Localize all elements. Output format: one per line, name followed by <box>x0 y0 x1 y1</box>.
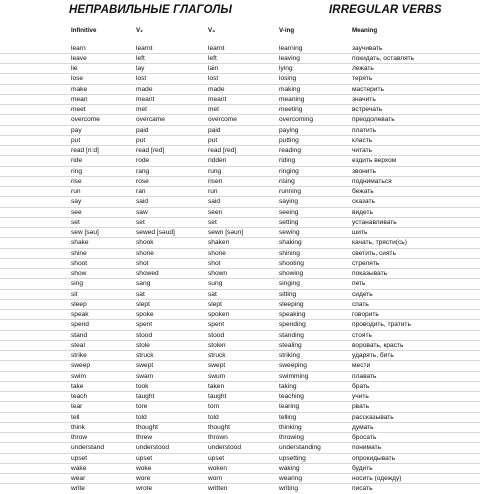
cell-v-ing: leaving <box>279 54 300 64</box>
cell-meaning: рассказывать <box>352 413 394 423</box>
cell-v-ing: wearing <box>279 474 302 484</box>
cell-v-ing: waking <box>279 464 300 474</box>
cell-v3: lost <box>208 74 218 84</box>
cell-meaning: спать <box>352 300 369 310</box>
cell-meaning: светить, сиять <box>352 249 396 259</box>
cell-v-ing: teaching <box>279 392 304 402</box>
table-row <box>0 208 480 218</box>
table-row <box>0 105 480 115</box>
cell-meaning: сидеть <box>352 290 373 300</box>
cell-v3: taken <box>208 382 224 392</box>
cell-meaning: значить <box>352 95 376 105</box>
cell-v3: set <box>208 218 217 228</box>
cell-v2: spoke <box>136 310 154 320</box>
cell-meaning: лежать <box>352 64 374 74</box>
table-row <box>0 372 480 382</box>
cell-infinitive: show <box>71 269 86 279</box>
cell-v3: understood <box>208 443 241 453</box>
table-row <box>0 197 480 207</box>
cell-v3: meant <box>208 95 226 105</box>
cell-infinitive: make <box>71 85 87 95</box>
cell-v3: put <box>208 136 217 146</box>
header-meaning: Meaning <box>352 27 377 34</box>
cell-meaning: ударять, бить <box>352 351 394 361</box>
header-infinitive: Infinitive <box>71 27 96 34</box>
table-row <box>0 187 480 197</box>
cell-v-ing: showing <box>279 269 303 279</box>
cell-v3: seen <box>208 208 222 218</box>
table-row <box>0 382 480 392</box>
table-row <box>0 136 480 146</box>
cell-v3: made <box>208 85 225 95</box>
cell-meaning: встречать <box>352 105 382 115</box>
cell-v-ing: tearing <box>279 402 299 412</box>
cell-v3: left <box>208 54 217 64</box>
cell-meaning: мести <box>352 361 370 371</box>
cell-infinitive: tell <box>71 413 79 423</box>
cell-infinitive: set <box>71 218 80 228</box>
cell-v2: left <box>136 54 145 64</box>
cell-meaning: преодолевать <box>352 115 395 125</box>
cell-v3: torn <box>208 402 219 412</box>
cell-v-ing: saying <box>279 197 298 207</box>
cell-meaning: класть <box>352 136 372 146</box>
cell-meaning: учить <box>352 392 369 402</box>
cell-v3: run <box>208 187 218 197</box>
cell-v2: read [red] <box>136 146 164 156</box>
cell-v2: taught <box>136 392 154 402</box>
cell-infinitive: read [ri:d] <box>71 146 99 156</box>
cell-v-ing: writing <box>279 484 298 494</box>
cell-meaning: бежать <box>352 187 374 197</box>
cell-v2: stole <box>136 341 150 351</box>
cell-v-ing: sewing <box>279 228 300 238</box>
cell-v-ing: meaning <box>279 95 304 105</box>
cell-v-ing: setting <box>279 218 298 228</box>
cell-v3: rung <box>208 167 221 177</box>
cell-infinitive: write <box>71 484 85 494</box>
cell-v2: rode <box>136 156 149 166</box>
cell-meaning: терять <box>352 74 372 84</box>
cell-v3: stood <box>208 331 224 341</box>
table-row <box>0 249 480 259</box>
table-row <box>0 177 480 187</box>
cell-infinitive: ring <box>71 167 82 177</box>
cell-v3: paid <box>208 126 220 136</box>
cell-meaning: понимать <box>352 443 381 453</box>
cell-v3: told <box>208 413 219 423</box>
cell-v2: swam <box>136 372 153 382</box>
cell-v-ing: shooting <box>279 259 304 269</box>
cell-meaning: проводить, тратить <box>352 320 411 330</box>
cell-v-ing: seeing <box>279 208 298 218</box>
table-row <box>0 433 480 443</box>
cell-v2: shook <box>136 238 154 248</box>
title-english: IRREGULAR VERBS <box>329 4 442 16</box>
cell-v-ing: losing <box>279 74 296 84</box>
cell-infinitive: sew [səu] <box>71 228 99 238</box>
cell-v2: shone <box>136 249 154 259</box>
cell-v-ing: shaking <box>279 238 302 248</box>
cell-infinitive: leave <box>71 54 87 64</box>
cell-infinitive: sweep <box>71 361 90 371</box>
table-row <box>0 290 480 300</box>
cell-infinitive: sing <box>71 279 83 289</box>
cell-meaning: сказать <box>352 197 375 207</box>
cell-meaning: видеть <box>352 208 373 218</box>
cell-v-ing: making <box>279 85 300 95</box>
cell-meaning: стрелять <box>352 259 379 269</box>
cell-v3: slept <box>208 300 222 310</box>
cell-v2: met <box>136 105 147 115</box>
cell-v3: woken <box>208 464 227 474</box>
cell-infinitive: wake <box>71 464 86 474</box>
cell-v3: overcome <box>208 115 237 125</box>
cell-v2: lay <box>136 64 144 74</box>
cell-infinitive: ride <box>71 156 82 166</box>
table-row <box>0 300 480 310</box>
header-v2: V₂ <box>136 27 143 34</box>
cell-v2: sat <box>136 290 145 300</box>
header-v3: V₃ <box>208 27 215 34</box>
table-row <box>0 351 480 361</box>
cell-v2: shot <box>136 259 148 269</box>
cell-v2: said <box>136 197 148 207</box>
cell-infinitive: steal <box>71 341 85 351</box>
cell-v2: upset <box>136 454 152 464</box>
table-row <box>0 146 480 156</box>
cell-infinitive: swim <box>71 372 86 382</box>
cell-v3: thought <box>208 423 230 433</box>
cell-v2: ran <box>136 187 146 197</box>
cell-infinitive: put <box>71 136 80 146</box>
table-row <box>0 413 480 423</box>
cell-meaning: воровать, красть <box>352 341 403 351</box>
cell-infinitive: think <box>71 423 85 433</box>
cell-infinitive: sleep <box>71 300 87 310</box>
cell-v-ing: ringing <box>279 167 299 177</box>
cell-infinitive: stand <box>71 331 87 341</box>
cell-v3: read [red] <box>208 146 236 156</box>
cell-v-ing: sleeping <box>279 300 304 310</box>
cell-meaning: стоять <box>352 331 372 341</box>
cell-v3: taught <box>208 392 226 402</box>
cell-v-ing: learning <box>279 44 302 54</box>
cell-v2: spent <box>136 320 152 330</box>
cell-v3: shot <box>208 259 220 269</box>
cell-v-ing: running <box>279 187 301 197</box>
cell-v2: sewed [səud] <box>136 228 175 238</box>
cell-meaning: писать <box>352 484 373 494</box>
cell-meaning: опрокидывать <box>352 454 395 464</box>
cell-meaning: будить <box>352 464 373 474</box>
cell-v2: overcame <box>136 115 165 125</box>
cell-v2: took <box>136 382 148 392</box>
cell-v2: rang <box>136 167 149 177</box>
cell-v2: saw <box>136 208 148 218</box>
cell-v3: shown <box>208 269 227 279</box>
cell-v-ing: standing <box>279 331 304 341</box>
cell-v-ing: riding <box>279 156 295 166</box>
cell-v2: understood <box>136 443 169 453</box>
cell-meaning: шить <box>352 228 367 238</box>
cell-v3: lain <box>208 64 218 74</box>
cell-infinitive: lose <box>71 74 83 84</box>
cell-infinitive: spend <box>71 320 89 330</box>
cell-infinitive: shine <box>71 249 87 259</box>
table-row <box>0 484 480 494</box>
table-row <box>0 44 480 54</box>
cell-v2: thought <box>136 423 158 433</box>
cell-v2: threw <box>136 433 152 443</box>
cell-v-ing: lying <box>279 64 293 74</box>
cell-v3: stolen <box>208 341 226 351</box>
cell-v-ing: taking <box>279 382 297 392</box>
cell-v2: set <box>136 218 145 228</box>
cell-meaning: покидать, оставлять <box>352 54 414 64</box>
cell-meaning: читать <box>352 146 372 156</box>
cell-v3: learnt <box>208 44 225 54</box>
cell-infinitive: rise <box>71 177 82 187</box>
cell-v-ing: putting <box>279 136 299 146</box>
table-row <box>0 443 480 453</box>
cell-meaning: петь <box>352 279 365 289</box>
cell-infinitive: upset <box>71 454 87 464</box>
cell-v3: written <box>208 484 227 494</box>
cell-meaning: показывать <box>352 269 387 279</box>
cell-v3: struck <box>208 351 226 361</box>
table-row <box>0 167 480 177</box>
cell-infinitive: see <box>71 208 82 218</box>
table-row <box>0 85 480 95</box>
cell-v-ing: paying <box>279 126 298 136</box>
table-row <box>0 269 480 279</box>
cell-v2: stood <box>136 331 152 341</box>
cell-v-ing: sitting <box>279 290 296 300</box>
table-row <box>0 259 480 269</box>
cell-v3: swum <box>208 372 225 382</box>
table-row <box>0 64 480 74</box>
cell-v-ing: shining <box>279 249 300 259</box>
cell-v2: rose <box>136 177 149 187</box>
cell-v-ing: telling <box>279 413 296 423</box>
cell-v-ing: striking <box>279 351 300 361</box>
cell-infinitive: wear <box>71 474 85 484</box>
header-v-ing: V-ing <box>279 27 294 34</box>
cell-infinitive: pay <box>71 126 82 136</box>
cell-infinitive: shoot <box>71 259 87 269</box>
table-row <box>0 464 480 474</box>
cell-infinitive: tear <box>71 402 82 412</box>
cell-v2: sang <box>136 279 150 289</box>
table-row <box>0 474 480 484</box>
cell-meaning: ездить верхом <box>352 156 396 166</box>
cell-meaning: плавать <box>352 372 377 382</box>
cell-v-ing: speaking <box>279 310 305 320</box>
table-row <box>0 402 480 412</box>
cell-meaning: качать, трясти(сь) <box>352 238 407 248</box>
cell-infinitive: lie <box>71 64 78 74</box>
table-header <box>0 27 480 39</box>
table-row <box>0 423 480 433</box>
cell-v-ing: meeting <box>279 105 302 115</box>
cell-infinitive: strike <box>71 351 87 361</box>
cell-v-ing: sweeping <box>279 361 307 371</box>
cell-meaning: говорить <box>352 310 379 320</box>
cell-v-ing: thinking <box>279 423 302 433</box>
cell-v3: shaken <box>208 238 229 248</box>
cell-v2: woke <box>136 464 151 474</box>
cell-v2: showed <box>136 269 159 279</box>
cell-v2: slept <box>136 300 150 310</box>
cell-meaning: брать <box>352 382 369 392</box>
cell-infinitive: run <box>71 187 81 197</box>
cell-v2: made <box>136 85 153 95</box>
cell-v-ing: reading <box>279 146 301 156</box>
cell-infinitive: meet <box>71 105 86 115</box>
cell-v3: sung <box>208 279 222 289</box>
cell-v3: risen <box>208 177 222 187</box>
cell-v-ing: spending <box>279 320 306 330</box>
cell-infinitive: teach <box>71 392 87 402</box>
table-row <box>0 361 480 371</box>
cell-infinitive: understand <box>71 443 104 453</box>
cell-v-ing: swimming <box>279 372 308 382</box>
cell-v3: sewn [səun] <box>208 228 243 238</box>
table-row <box>0 310 480 320</box>
cell-meaning: думать <box>352 423 374 433</box>
cell-v3: upset <box>208 454 224 464</box>
cell-v3: thrown <box>208 433 228 443</box>
cell-v3: met <box>208 105 219 115</box>
table-row <box>0 218 480 228</box>
cell-infinitive: throw <box>71 433 87 443</box>
cell-meaning: бросать <box>352 433 376 443</box>
cell-v3: worn <box>208 474 222 484</box>
cell-meaning: заучивать <box>352 44 382 54</box>
cell-v2: lost <box>136 74 146 84</box>
cell-v-ing: throwing <box>279 433 304 443</box>
cell-v2: tore <box>136 402 147 412</box>
table-row <box>0 331 480 341</box>
cell-v2: paid <box>136 126 148 136</box>
cell-infinitive: sit <box>71 290 78 300</box>
table-row <box>0 228 480 238</box>
table-row <box>0 156 480 166</box>
cell-v-ing: rising <box>279 177 295 187</box>
cell-v3: shone <box>208 249 226 259</box>
table-row <box>0 341 480 351</box>
cell-v3: spent <box>208 320 224 330</box>
cell-v3: sat <box>208 290 217 300</box>
cell-meaning: платить <box>352 126 376 136</box>
cell-meaning: носить (одежду) <box>352 474 402 484</box>
table-row <box>0 115 480 125</box>
cell-infinitive: take <box>71 382 83 392</box>
cell-v-ing: upsetting <box>279 454 306 464</box>
cell-v2: swept <box>136 361 153 371</box>
cell-meaning: мастерить <box>352 85 384 95</box>
table-row <box>0 54 480 64</box>
table-row <box>0 320 480 330</box>
cell-v-ing: singing <box>279 279 300 289</box>
verb-table <box>0 44 480 494</box>
table-row <box>0 392 480 402</box>
table-row <box>0 238 480 248</box>
cell-infinitive: say <box>71 197 81 207</box>
cell-v2: struck <box>136 351 154 361</box>
cell-v-ing: stealing <box>279 341 302 351</box>
cell-v-ing: overcoming <box>279 115 313 125</box>
table-row <box>0 95 480 105</box>
cell-v-ing: understanding <box>279 443 321 453</box>
table-row <box>0 74 480 84</box>
cell-v2: wrote <box>136 484 152 494</box>
cell-meaning: устанавливать <box>352 218 397 228</box>
cell-infinitive: speak <box>71 310 89 320</box>
cell-v3: ridden <box>208 156 226 166</box>
cell-v3: swept <box>208 361 225 371</box>
cell-meaning: звонить <box>352 167 376 177</box>
title-russian: НЕПРАВИЛЬНЫЕ ГЛАГОЛЫ <box>69 4 232 16</box>
cell-v2: learnt <box>136 44 153 54</box>
cell-v3: said <box>208 197 220 207</box>
cell-infinitive: mean <box>71 95 88 105</box>
cell-meaning: подниматься <box>352 177 392 187</box>
table-row <box>0 454 480 464</box>
cell-infinitive: learn <box>71 44 86 54</box>
cell-v3: spoken <box>208 310 229 320</box>
cell-v2: wore <box>136 474 150 484</box>
cell-infinitive: overcome <box>71 115 100 125</box>
cell-v2: told <box>136 413 147 423</box>
cell-v2: put <box>136 136 145 146</box>
cell-v2: meant <box>136 95 154 105</box>
cell-infinitive: shake <box>71 238 89 248</box>
cell-meaning: рвать <box>352 402 369 412</box>
table-row <box>0 126 480 136</box>
table-row <box>0 279 480 289</box>
